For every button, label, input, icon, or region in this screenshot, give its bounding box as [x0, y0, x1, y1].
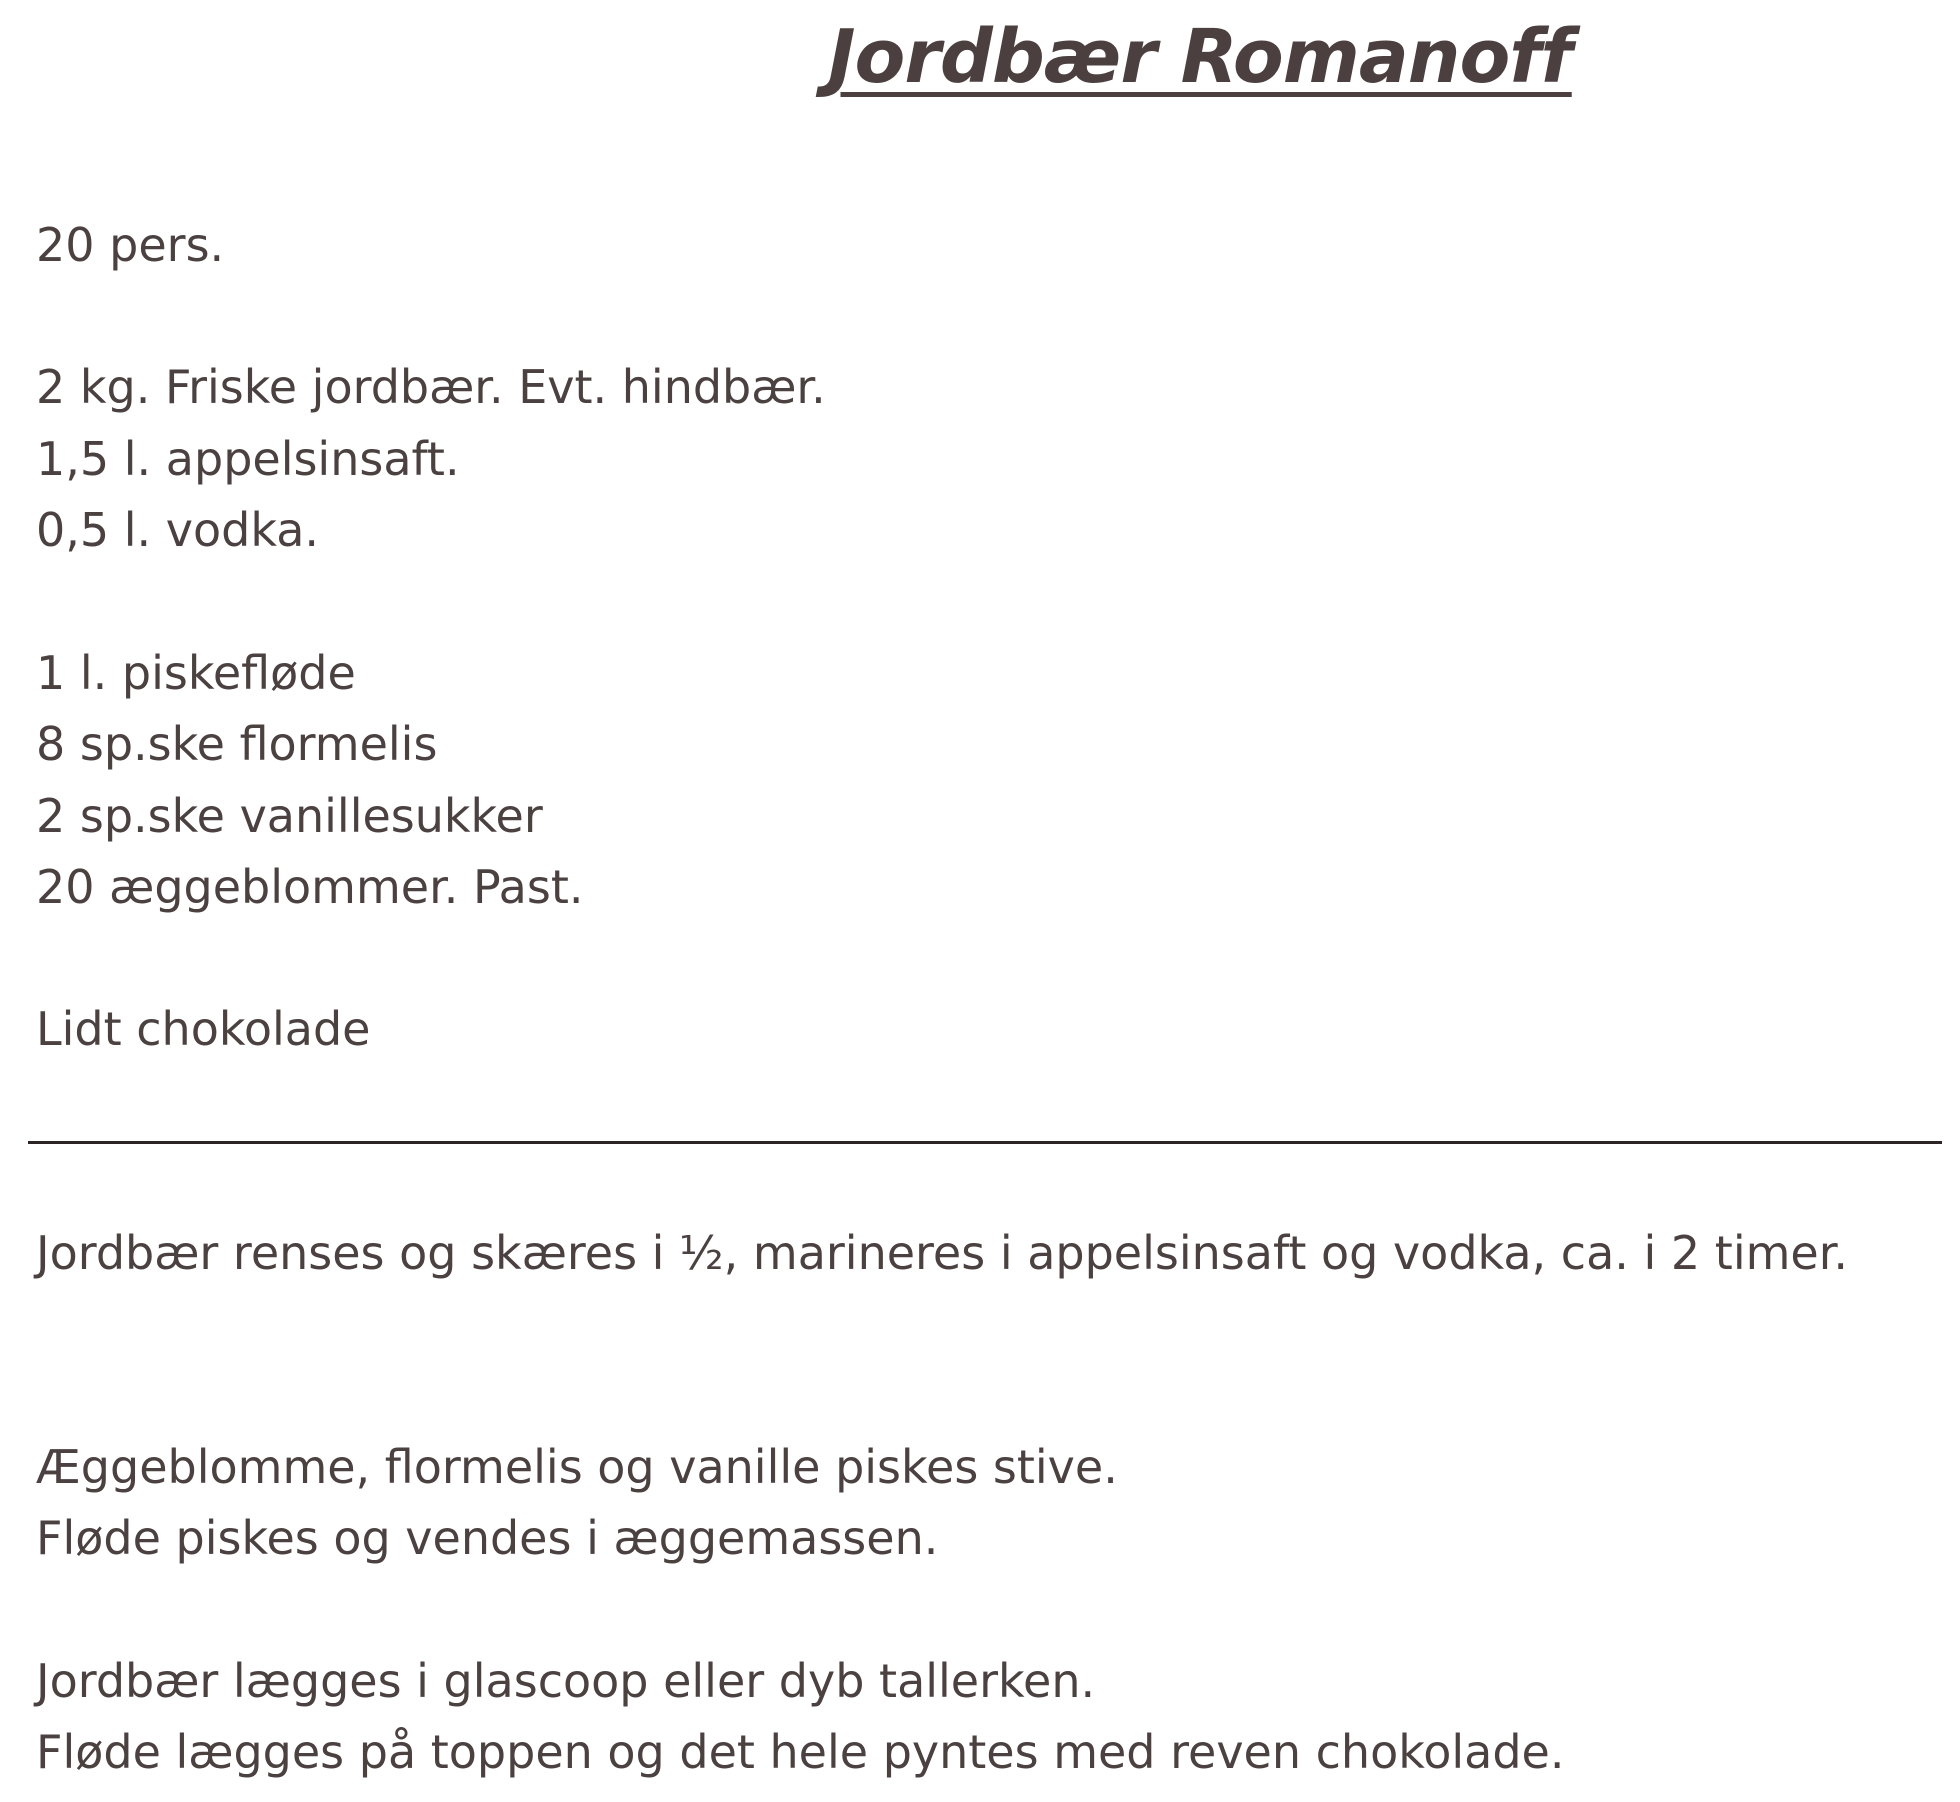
instruction-fold-cream: Fløde piskes og vendes i æggemassen. — [36, 1511, 939, 1565]
ingredient-orange-juice: 1,5 l. appelsinsaft. — [36, 432, 460, 486]
ingredient-vodka: 0,5 l. vodka. — [36, 503, 320, 557]
instruction-place-strawberries: Jordbær lægges i glascoop eller dyb tallerken. — [36, 1654, 1096, 1708]
section-divider — [28, 1141, 1942, 1144]
ingredient-chocolate: Lidt chokolade — [36, 1002, 371, 1056]
ingredient-icing-sugar: 8 sp.ske flormelis — [36, 717, 438, 771]
recipe-title: Jordbær Romanoff — [828, 14, 1572, 100]
instruction-whisk-yolks: Æggeblomme, flormelis og vanille piskes stive. — [36, 1440, 1118, 1494]
ingredient-cream: 1 l. piskefløde — [36, 646, 356, 700]
instruction-marinate: Jordbær renses og skæres i ½, marineres i appelsinsaft og vodka, ca. i 2 timer. — [36, 1226, 1849, 1280]
servings: 20 pers. — [36, 218, 225, 272]
ingredient-egg-yolks: 20 æggeblommer. Past. — [36, 860, 584, 914]
instruction-top-and-garnish: Fløde lægges på toppen og det hele pyntes med reven chokolade. — [36, 1725, 1565, 1779]
ingredient-strawberries: 2 kg. Friske jordbær. Evt. hindbær. — [36, 360, 826, 414]
ingredient-vanilla-sugar: 2 sp.ske vanillesukker — [36, 789, 543, 843]
